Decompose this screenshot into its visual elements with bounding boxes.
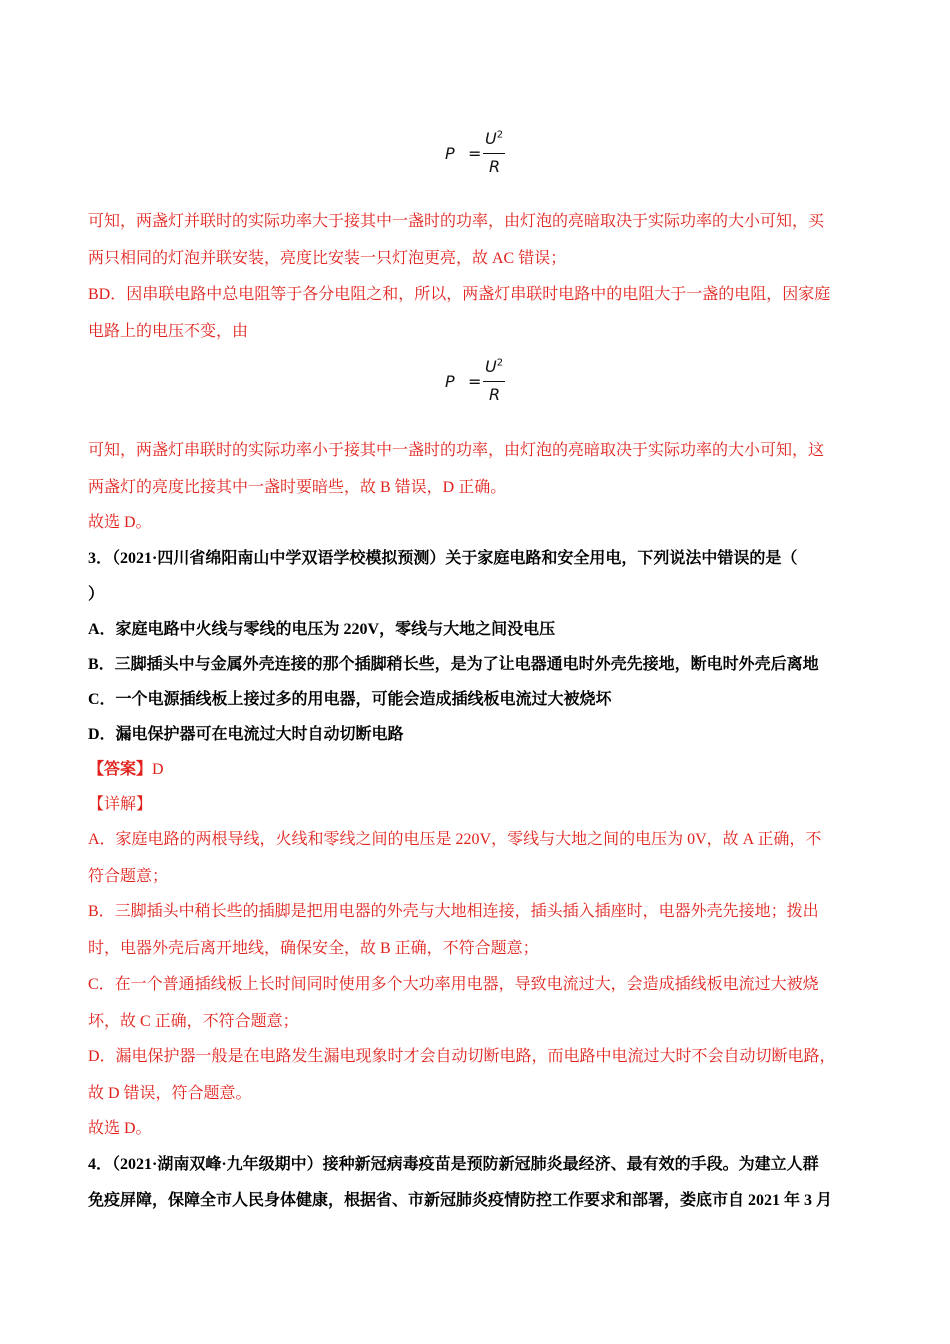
explanation-line: 可知，两盏灯串联时的实际功率小于接其中一盏时的功率，由灯泡的亮暗取决于实际功率的大小可知，这: [88, 442, 825, 459]
detail-label: 【详解】: [88, 796, 153, 813]
option-c: C．一个电源插线板上接过多的用电器，可能会造成插线板电流过大被烧坏: [88, 691, 612, 708]
explanation-line: 时，电器外壳后离开地线，确保安全，故 B 正确，不符合题意；: [88, 940, 539, 957]
question-3-stem: 3．（2021·四川省绵阳南山中学双语学校模拟预测）关于家庭电路和安全用电，下列说法中错误的是（: [88, 550, 798, 567]
option-a: A．家庭电路中火线与零线的电压为 220V，零线与大地之间没电压: [88, 621, 556, 638]
power-formula: [445, 127, 535, 181]
explanation-line: 电路上的电压不变，由: [88, 323, 249, 340]
explanation-line: 坏，故 C 正确，不符合题意；: [88, 1013, 299, 1030]
answer-value: D: [152, 761, 164, 778]
explanation-line: D．漏电保护器一般是在电路发生漏电现象时才会自动切断电路，而电路中电流过大时不会自动切断电路，: [88, 1048, 836, 1065]
explanation-line: 两盏灯的亮度比接其中一盏时要暗些，故 B 错误，D 正确。: [88, 479, 507, 496]
question-4-stem: 免疫屏障，保障全市人民身体健康，根据省、市新冠肺炎疫情防控工作要求和部署，娄底市自 2021 年 3 月: [88, 1192, 833, 1209]
answer-choice-line: 故选 D。: [88, 514, 152, 531]
formula-exponent: 2: [496, 357, 504, 369]
formula-numerator: $U^2$: [485, 129, 504, 148]
formula-numerator: $U^2$: [485, 357, 504, 376]
formula-denominator: R: [489, 385, 501, 404]
explanation-line: 两只相同的灯泡并联安装，亮度比安装一只灯泡更亮，故 AC 错误；: [88, 250, 567, 267]
explanation-line: 可知，两盏灯并联时的实际功率大于接其中一盏时的功率，由灯泡的亮暗取决于实际功率的大小可知，买: [88, 213, 825, 230]
answer-line: [88, 760, 164, 780]
power-formula: [445, 355, 535, 409]
formula-lhs: P: [445, 144, 455, 163]
explanation-line: C．在一个普通插线板上长时间同时使用多个大功率用电器，导致电流过大，会造成插线板电流过大被烧: [88, 976, 819, 993]
fraction-bar: [483, 153, 505, 154]
answer-choice-line: 故选 D。: [88, 1120, 152, 1137]
explanation-line: 符合题意；: [88, 868, 169, 885]
option-b: B．三脚插头中与金属外壳连接的那个插脚稍长些，是为了让电器通电时外壳先接地，断电时外壳后离地: [88, 656, 819, 673]
formula-equals: =: [468, 144, 482, 163]
formula-lhs: P: [445, 372, 455, 391]
question-4-stem: 4．（2021·湖南双峰·九年级期中）接种新冠病毒疫苗是预防新冠肺炎最经济、最有效的手段。为建立人群: [88, 1156, 819, 1173]
option-d: D．漏电保护器可在电流过大时自动切断电路: [88, 726, 404, 743]
formula-exponent: 2: [496, 129, 504, 141]
formula-equals: =: [468, 372, 482, 391]
answer-label: 【答案】: [88, 761, 153, 778]
formula-denominator: R: [489, 157, 501, 176]
explanation-line: BD．因串联电路中总电阻等于各分电阻之和，所以，两盏灯串联时电路中的电阻大于一盏的电阻，因家庭: [88, 286, 831, 303]
explanation-line: B．三脚插头中稍长些的插脚是把用电器的外壳与大地相连接，插头插入插座时，电器外壳先接地；拨出: [88, 903, 819, 920]
question-3-stem-end: ）: [88, 586, 105, 603]
explanation-line: A．家庭电路的两根导线，火线和零线之间的电压是 220V，零线与大地之间的电压为 0V，故 A 正确，不: [88, 831, 822, 848]
explanation-line: 故 D 错误，符合题意。: [88, 1085, 252, 1102]
fraction-bar: [483, 381, 505, 382]
